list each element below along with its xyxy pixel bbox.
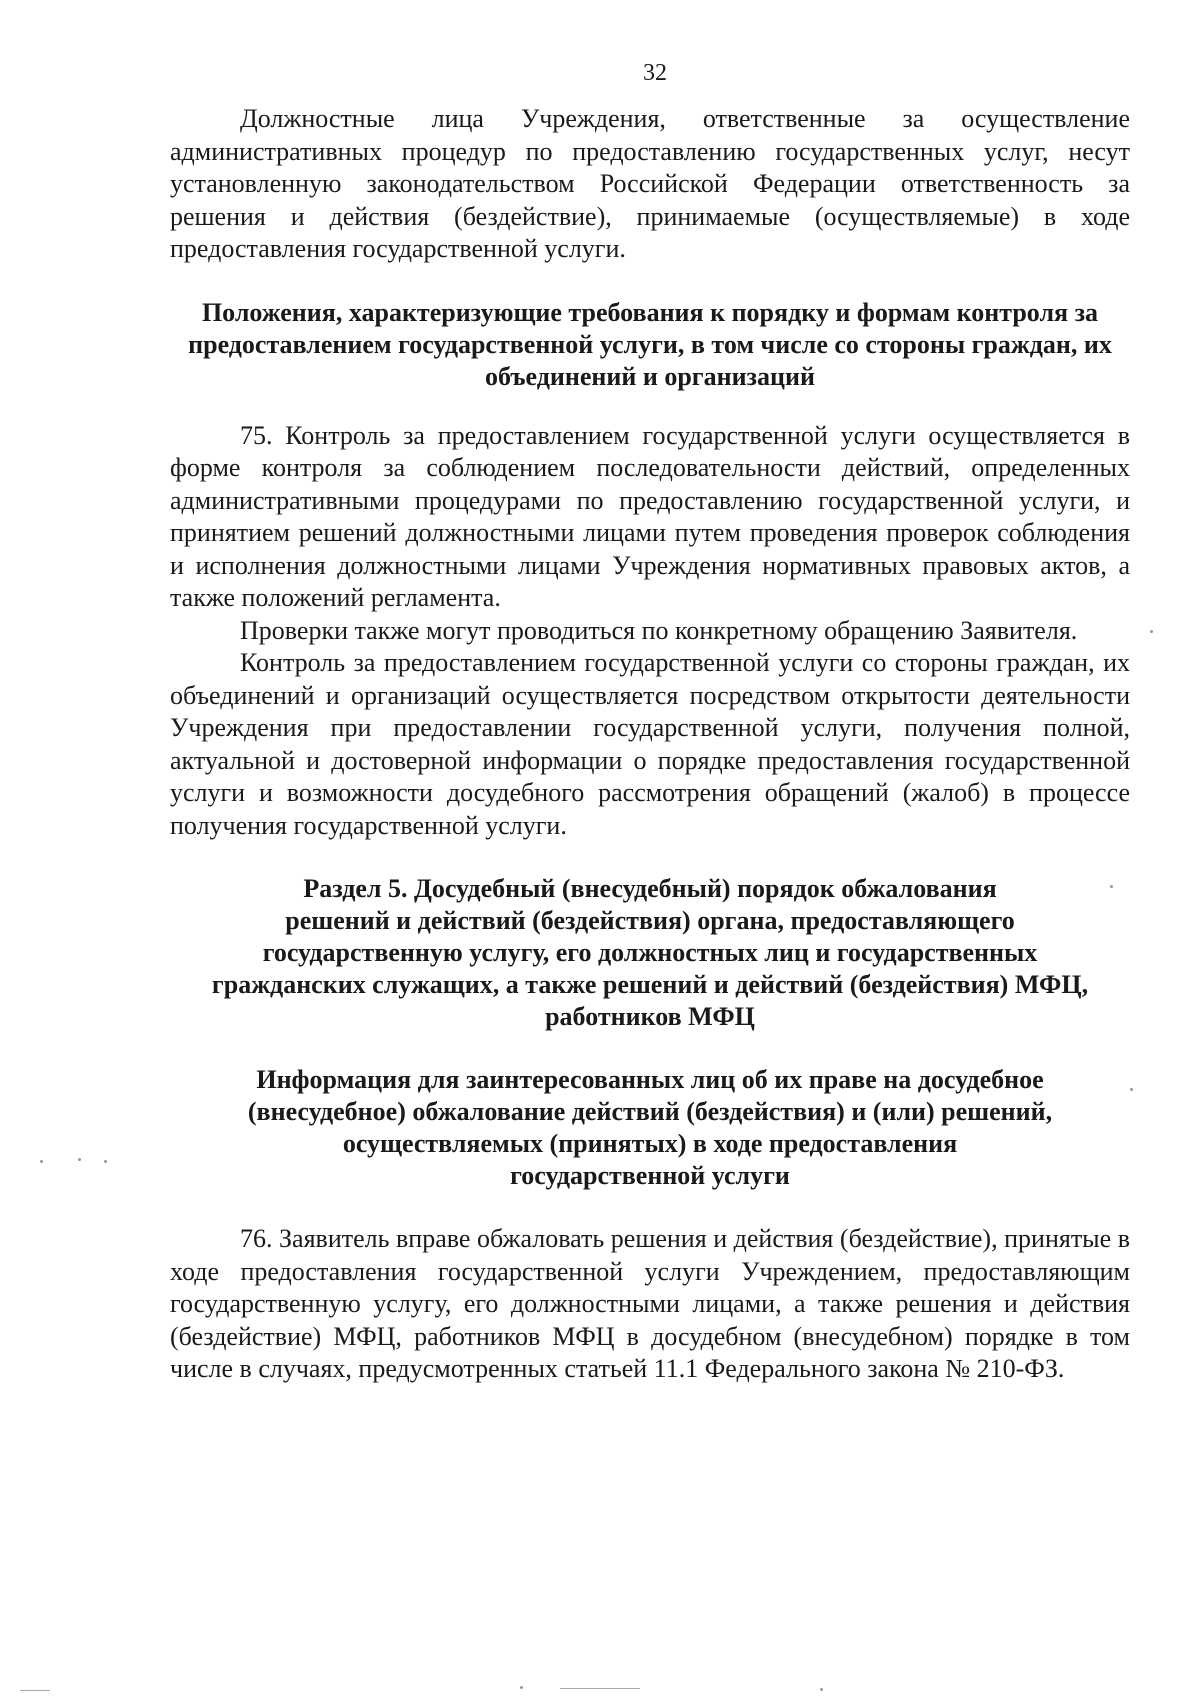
heading-section-5-line: гражданских служащих, а также решений и действий (бездействия) МФЦ, (211, 970, 1089, 999)
heading-appeal-information-line: (внесудебное) обжалование действий (бездействия) и (или) решений, (247, 1097, 1053, 1126)
scan-artifact (1110, 885, 1113, 888)
scan-artifact (520, 1686, 523, 1689)
scan-artifact (820, 1688, 823, 1691)
heading-section-5 (170, 873, 1130, 1033)
document-body (170, 103, 1130, 1386)
heading-appeal-information-line: осуществляемых (принятых) в ходе предоставления (342, 1129, 958, 1158)
paragraph-75: 75. Контроль за предоставлением государственной услуги осуществляется в форме контроля за соблюдением последовательности действий, определенных административными процедурами по предоставлению государственной услуги, и принятием решений должностными лицами путем проведения проверок соблюдения и исполнения должностными лицами Учреждения нормативных правовых актов, а также положений регламента. (170, 420, 1130, 612)
paragraph-76: 76. Заявитель вправе обжаловать решения и действия (бездействие), принятые в ходе предоставления государственной услуги Учреждением, предоставляющим государственную услугу, его должностными лицами, а также решения и действия (бездействие) МФЦ, работников МФЦ в досудебном (внесудебном) порядке в том числе в случаях, предусмотренных статьей 11.1 Федерального закона № 210-ФЗ. (170, 1224, 1130, 1383)
scan-artifact (104, 1160, 107, 1163)
scan-artifact (78, 1158, 81, 1161)
heading-section-5-line: государственную услугу, его должностных лиц и государственных (262, 938, 1038, 967)
paragraph-public-control: Контроль за предоставлением государственной услуги со стороны граждан, их объединений и организаций осуществляется посредством открытости деятельности Учреждения при предоставлении государственной услуги, получения полной, актуальной и достоверной информации о порядке предоставления государственной услуги и возможности досудебного рассмотрения обращений (жалоб) в процессе получения государственной услуги. (170, 648, 1130, 840)
scan-artifact (560, 1688, 640, 1689)
scan-artifact (40, 1160, 43, 1163)
heading-appeal-information-line: Информация для заинтересованных лиц об их праве на досудебное (256, 1065, 1044, 1094)
heading-section-5-line: работников МФЦ (545, 1002, 755, 1031)
page-number: 32 (643, 60, 667, 86)
heading-appeal-information (170, 1064, 1130, 1192)
heading-section-5-line: решений и действий (бездействия) органа, предоставляющего (285, 906, 1015, 935)
scan-artifact (20, 1690, 50, 1691)
heading-control-requirements: Положения, характеризующие требования к порядку и формам контроля за предоставлением государственной услуги, в том числе со стороны граждан, их объединений и организаций (188, 297, 1112, 391)
paragraph-checks: Проверки также могут проводиться по конкретному обращению Заявителя. (240, 615, 1078, 645)
intro-paragraph: Должностные лица Учреждения, ответственные за осуществление административных процедур по предоставлению государственных услуг, несут установленную законодательством Российской Федерации ответственность за решения и действия (бездействие), принимаемые (осуществляемые) в ходе предоставления государственной услуги. (170, 104, 1130, 263)
scan-artifact (1150, 630, 1153, 633)
heading-appeal-information-line: государственной услуги (510, 1161, 790, 1190)
scan-artifact (1130, 1088, 1133, 1091)
heading-section-5-line: Раздел 5. Досудебный (внесудебный) порядок обжалования (303, 874, 997, 903)
